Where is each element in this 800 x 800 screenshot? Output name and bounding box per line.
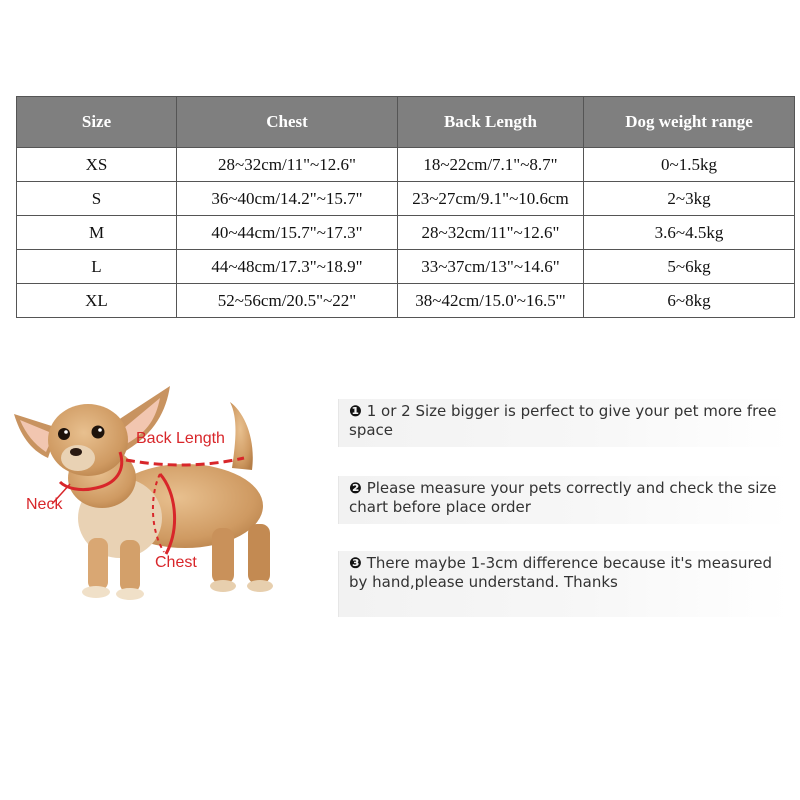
tip-measure-correctly bbox=[338, 476, 790, 524]
tip-number-3: ❸ bbox=[349, 554, 362, 572]
table-header-row bbox=[17, 97, 795, 148]
table-row bbox=[17, 182, 795, 216]
table-row bbox=[17, 216, 795, 250]
cell-size: L bbox=[17, 250, 177, 284]
cell-size: M bbox=[17, 216, 177, 250]
cell-size: XS bbox=[17, 148, 177, 182]
tip-number-1: ❶ bbox=[349, 402, 362, 420]
neck-label: Neck bbox=[26, 496, 63, 513]
cell-back-length: 18~22cm/7.1"~8.7" bbox=[398, 148, 584, 182]
tip-size-bigger bbox=[338, 399, 790, 447]
cell-chest: 36~40cm/14.2"~15.7" bbox=[177, 182, 398, 216]
cell-weight: 3.6~4.5kg bbox=[584, 216, 795, 250]
cell-back-length: 28~32cm/11"~12.6" bbox=[398, 216, 584, 250]
header-chest: Chest bbox=[177, 97, 398, 148]
tip-text: Please measure your pets correctly and check the size chart before place order bbox=[349, 479, 777, 516]
dog-measurement-figure bbox=[0, 378, 300, 614]
header-weight-range: Dog weight range bbox=[584, 97, 795, 148]
tip-text: There maybe 1-3cm difference because it's measured by hand,please understand. Thanks bbox=[349, 554, 773, 591]
cell-chest: 40~44cm/15.7"~17.3" bbox=[177, 216, 398, 250]
tip-text: 1 or 2 Size bigger is perfect to give your pet more free space bbox=[349, 402, 777, 439]
table-row bbox=[17, 250, 795, 284]
cell-back-length: 23~27cm/9.1"~10.6cm bbox=[398, 182, 584, 216]
chest-label: Chest bbox=[155, 554, 197, 571]
tip-measurement-difference bbox=[338, 551, 790, 617]
cell-chest: 44~48cm/17.3"~18.9" bbox=[177, 250, 398, 284]
cell-weight: 2~3kg bbox=[584, 182, 795, 216]
cell-back-length: 33~37cm/13"~14.6" bbox=[398, 250, 584, 284]
cell-chest: 52~56cm/20.5"~22" bbox=[177, 284, 398, 318]
cell-size: S bbox=[17, 182, 177, 216]
cell-weight: 5~6kg bbox=[584, 250, 795, 284]
tip-number-2: ❷ bbox=[349, 479, 362, 497]
table-row bbox=[17, 284, 795, 318]
header-back-length: Back Length bbox=[398, 97, 584, 148]
cell-weight: 0~1.5kg bbox=[584, 148, 795, 182]
cell-chest: 28~32cm/11"~12.6" bbox=[177, 148, 398, 182]
size-chart-table bbox=[16, 96, 795, 318]
cell-size: XL bbox=[17, 284, 177, 318]
cell-weight: 6~8kg bbox=[584, 284, 795, 318]
header-size: Size bbox=[17, 97, 177, 148]
table-row bbox=[17, 148, 795, 182]
back-length-label: Back Length bbox=[136, 430, 225, 447]
cell-back-length: 38~42cm/15.0'~16.5'" bbox=[398, 284, 584, 318]
